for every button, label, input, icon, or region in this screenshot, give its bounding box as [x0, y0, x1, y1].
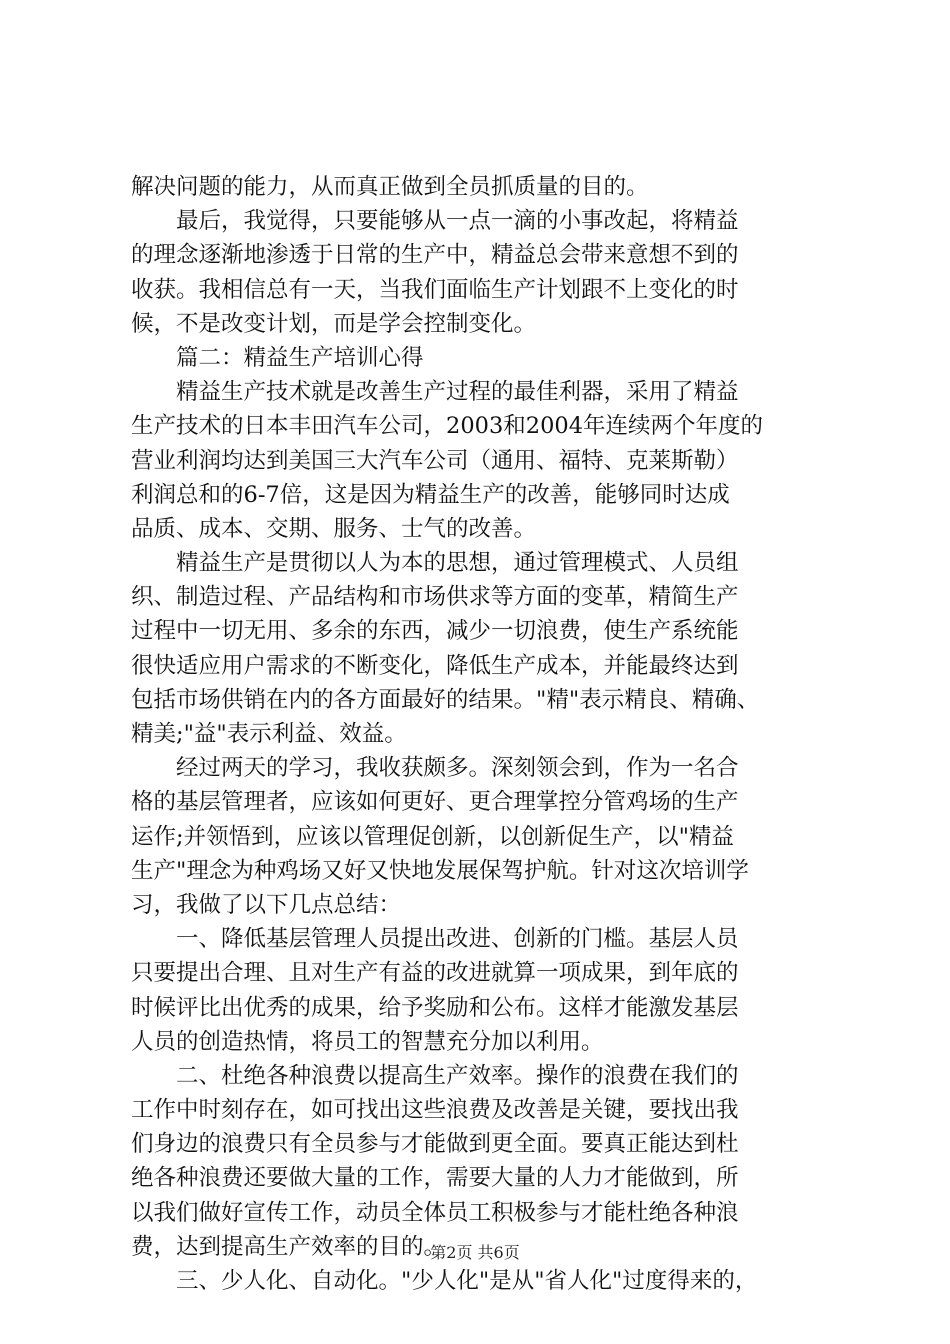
text-line: 精益生产技术就是改善生产过程的最佳利器，采用了精益	[131, 379, 739, 406]
text-line: 们身边的浪费只有全员参与才能做到更全面。要真正能达到杜	[131, 1131, 739, 1158]
text-line: 一、降低基层管理人员提出改进、创新的门槛。基层人员	[131, 926, 739, 953]
text-line: 习，我做了以下几点总结：	[131, 891, 402, 918]
section-heading: 篇二：精益生产培训心得	[131, 344, 424, 371]
text-line: 解决问题的能力，从而真正做到全员抓质量的目的。	[131, 174, 649, 200]
text-line: 候，不是改变计划，而是学会控制变化。	[131, 310, 537, 337]
page-number-footer: 第2页 共6页	[430, 1243, 520, 1262]
text-line: 绝各种浪费还要做大量的工作，需要大量的人力才能做到，所	[131, 1165, 739, 1192]
text-line: 费，达到提高生产效率的目的。	[131, 1233, 447, 1260]
text-line: 二、杜绝各种浪费以提高生产效率。操作的浪费在我们的	[131, 1062, 739, 1089]
text-line: 时候评比出优秀的成果，给予奖励和公布。这样才能激发基层	[131, 994, 739, 1021]
text-line: 生产技术的日本丰田汽车公司，2003和2004年连续两个年度的	[131, 413, 764, 440]
text-line: 精美;"益"表示利益、效益。	[131, 721, 407, 747]
text-line: 营业利润均达到美国三大汽车公司（通用、福特、克莱斯勒）	[131, 447, 739, 474]
text-line: 利润总和的6-7倍，这是因为精益生产的改善，能够同时达成	[131, 481, 730, 508]
text-line: 三、少人化、自动化。"少人化"是从"省人化"过度得来的，	[131, 1268, 758, 1294]
text-line: 包括市场供销在内的各方面最好的结果。"精"表示精良、精确、	[131, 686, 760, 713]
text-line: 过程中一切无用、多余的东西，减少一切浪费，使生产系统能	[131, 618, 739, 645]
text-line: 人员的创造热情，将员工的智慧充分加以利用。	[131, 1028, 604, 1055]
text-line: 最后，我觉得，只要能够从一点一滴的小事改起，将精益	[131, 208, 739, 235]
text-line: 织、制造过程、产品结构和市场供求等方面的变革，精简生产	[131, 584, 739, 611]
text-line: 运作;并领悟到，应该以管理促创新，以创新促生产，以"精益	[131, 823, 734, 850]
text-line: 格的基层管理者，应该如何更好、更合理掌控分管鸡场的生产	[131, 789, 739, 816]
text-line: 的理念逐渐地渗透于日常的生产中，精益总会带来意想不到的	[131, 242, 739, 269]
text-line: 生产"理念为种鸡场又好又快地发展保驾护航。针对这次培训学	[131, 857, 749, 884]
text-line: 精益生产是贯彻以人为本的思想，通过管理模式、人员组	[131, 550, 739, 577]
text-line: 很快适应用户需求的不断变化，降低生产成本，并能最终达到	[131, 652, 739, 679]
text-line: 工作中时刻存在，如可找出这些浪费及改善是关键，要找出我	[131, 1097, 739, 1124]
text-line: 收获。我相信总有一天，当我们面临生产计划跟不上变化的时	[131, 276, 739, 303]
body-text	[131, 170, 831, 1298]
text-line: 经过两天的学习，我收获颇多。深刻领会到，作为一名合	[131, 755, 739, 782]
text-line: 以我们做好宣传工作，动员全体员工积极参与才能杜绝各种浪	[131, 1199, 739, 1226]
text-line: 只要提出合理、且对生产有益的改进就算一项成果，到年底的	[131, 960, 739, 987]
text-line: 品质、成本、交期、服务、士气的改善。	[131, 515, 537, 542]
